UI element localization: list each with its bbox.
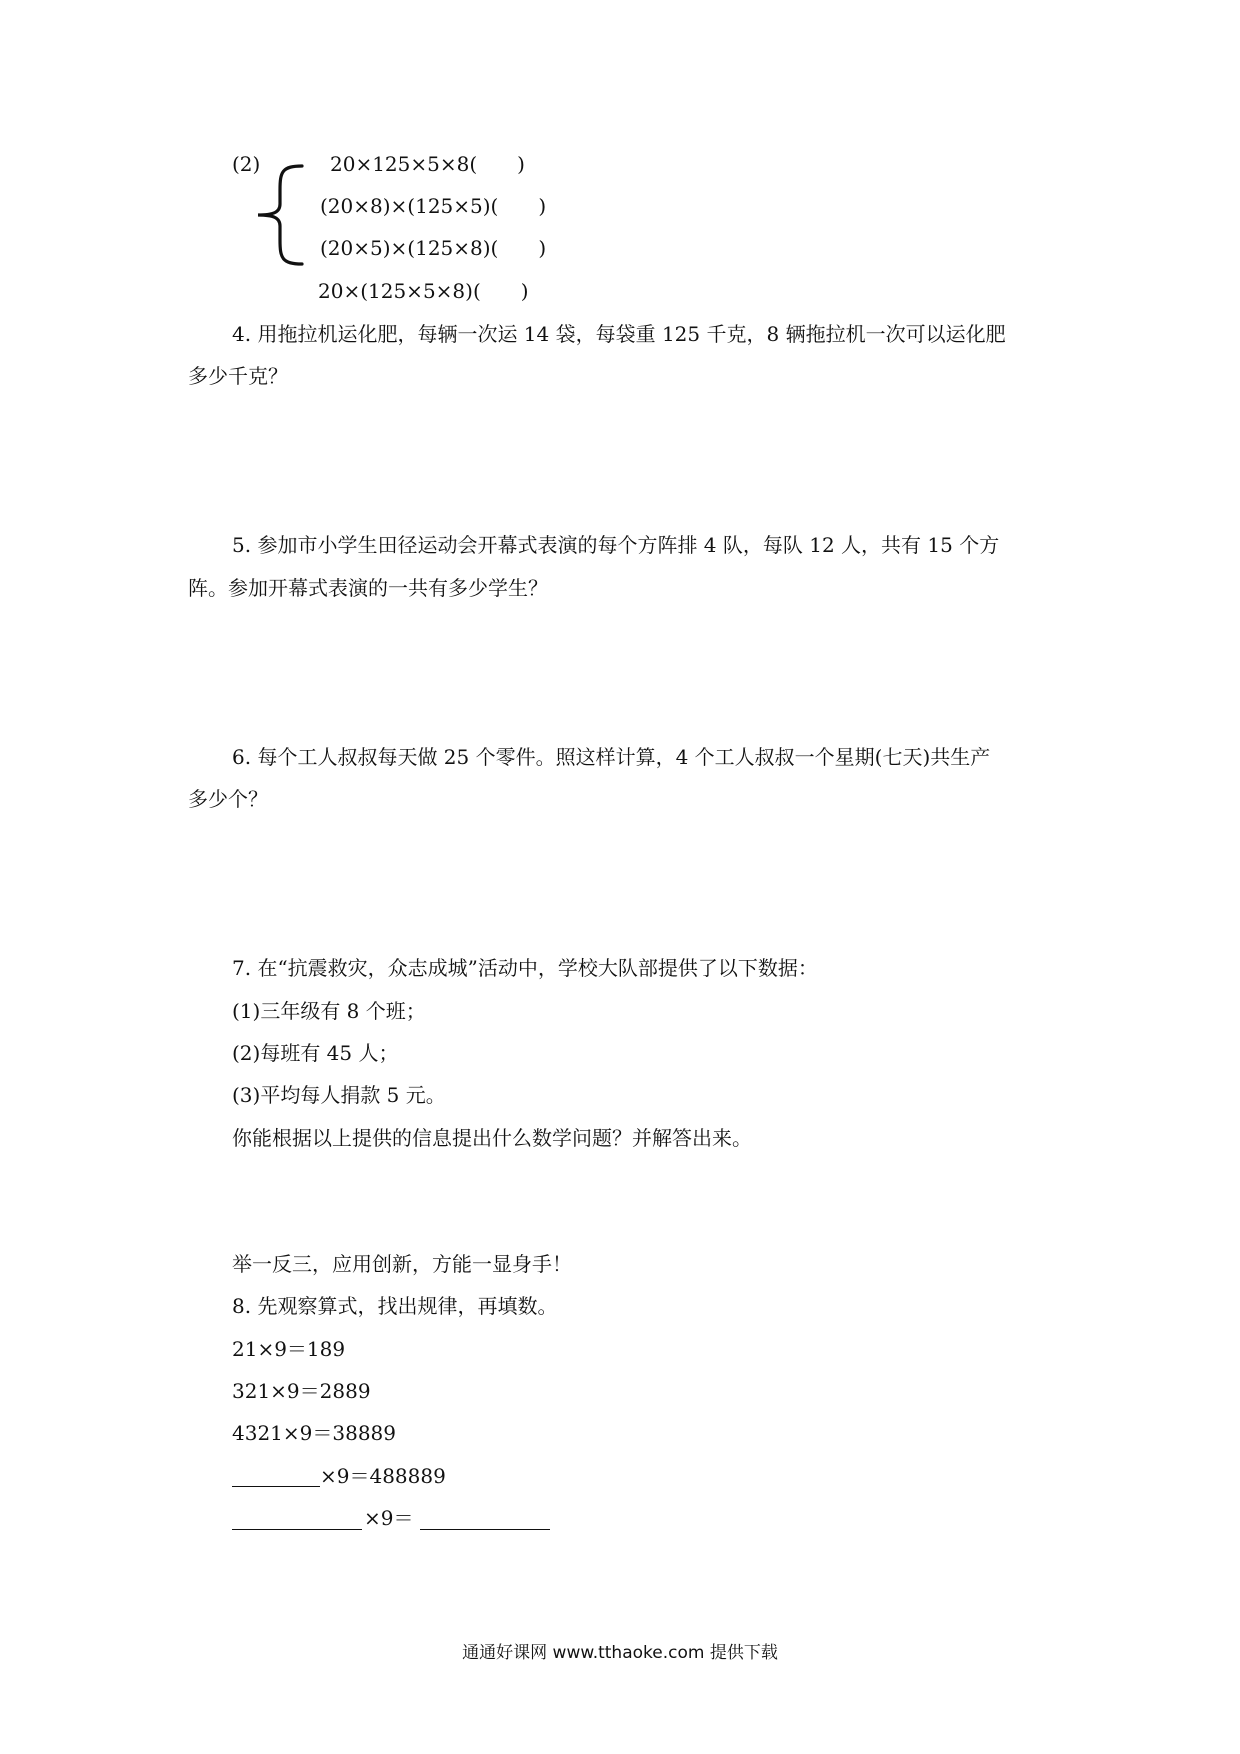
q8-answer-blank-2a[interactable] — [232, 1529, 362, 1530]
q4-text-line2: 多少千克？ — [188, 364, 288, 388]
q8-blank-line2-middle: ×9＝ — [364, 1506, 414, 1530]
q7-item-1: (1)三年级有 8 个班； — [232, 999, 426, 1023]
q8-blank-line1-suffix: ×9＝488889 — [320, 1464, 446, 1488]
q8-equation-1: 21×9＝189 — [232, 1337, 346, 1361]
q3-expression-1: 20×125×5×8( ) — [330, 152, 525, 176]
q7-question: 你能根据以上提供的信息提出什么数学问题？并解答出来。 — [232, 1126, 752, 1150]
q6-text-line1: 6. 每个工人叔叔每天做 25 个零件。照这样计算，4 个工人叔叔一个星期(七天)共生产 — [232, 745, 991, 769]
q8-answer-blank-1[interactable] — [232, 1486, 320, 1487]
q7-item-2: (2)每班有 45 人； — [232, 1041, 399, 1065]
q8-equation-3: 4321×9＝38889 — [232, 1421, 397, 1445]
q7-item-3: (3)平均每人捐款 5 元。 — [232, 1083, 446, 1107]
page-footer: 通通好课网 www.tthaoke.com 提供下载 — [462, 1643, 778, 1663]
section-heading: 举一反三，应用创新，方能一显身手！ — [232, 1252, 572, 1276]
q3-expression-4: 20×(125×5×8)( ) — [318, 279, 529, 303]
q8-title: 8. 先观察算式，找出规律，再填数。 — [232, 1294, 558, 1318]
q3-part2-label: (2) — [232, 152, 261, 176]
q6-text-line2: 多少个？ — [188, 787, 268, 811]
brace-icon — [254, 162, 306, 268]
q3-expression-2: (20×8)×(125×5)( ) — [320, 194, 547, 218]
q7-intro: 7. 在“抗震救灾，众志成城”活动中，学校大队部提供了以下数据： — [232, 956, 818, 980]
q3-expression-3: (20×5)×(125×8)( ) — [320, 236, 547, 260]
q5-text-line2: 阵。参加开幕式表演的一共有多少学生？ — [188, 576, 548, 600]
q4-text-line1: 4. 用拖拉机运化肥，每辆一次运 14 袋，每袋重 125 千克，8 辆拖拉机一次可以运化肥 — [232, 322, 1006, 346]
q8-equation-2: 321×9＝2889 — [232, 1379, 371, 1403]
q8-answer-blank-2b[interactable] — [420, 1529, 550, 1530]
q5-text-line1: 5. 参加市小学生田径运动会开幕式表演的每个方阵排 4 队，每队 12 人，共有 15 个方 — [232, 533, 1000, 557]
